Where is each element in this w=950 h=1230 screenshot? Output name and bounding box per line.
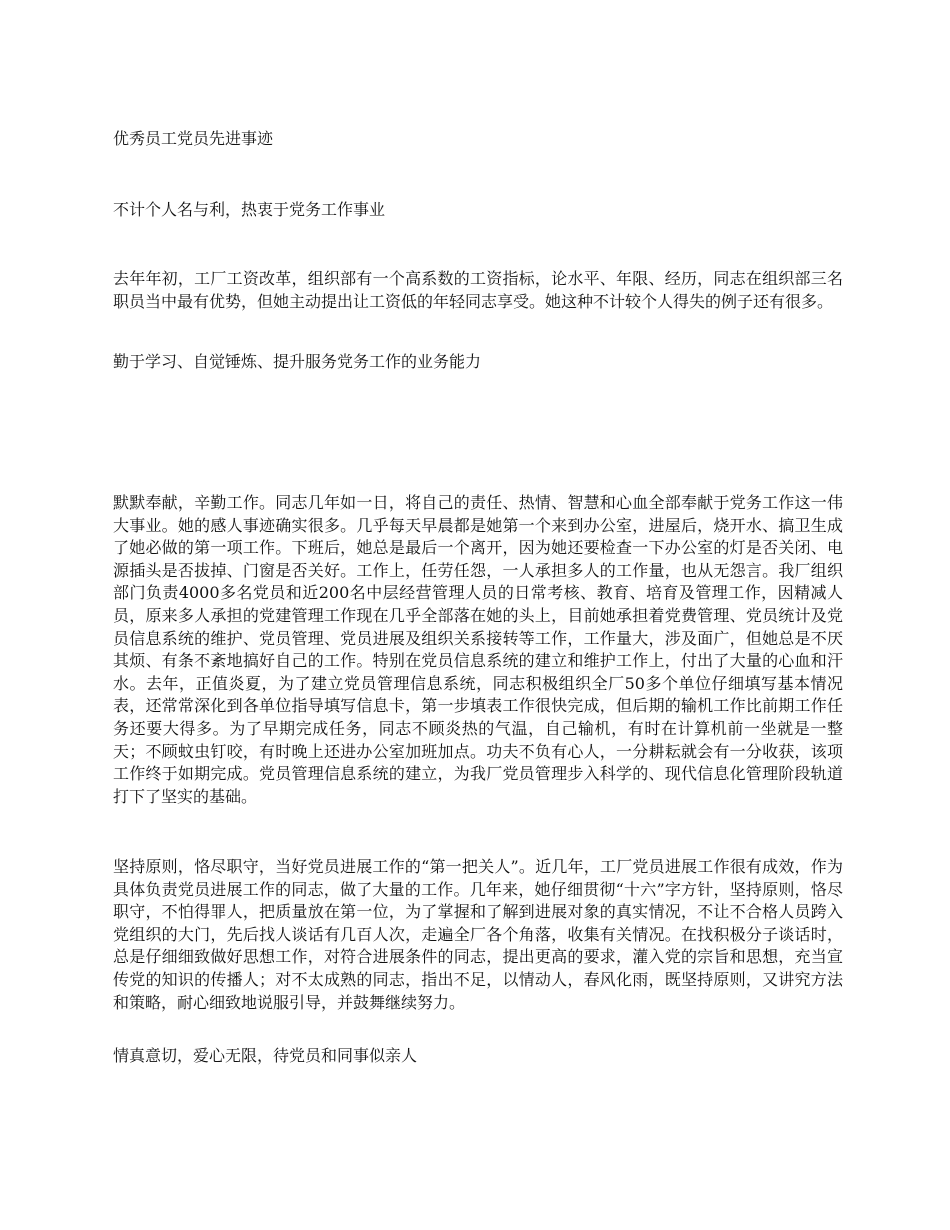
document-title: 优秀员工党员先进事迹 <box>113 129 274 148</box>
paragraph-3: 坚持原则，恪尽职守，当好党员进展工作的“第一把关人”。近几年，工厂党员进展工作很有成效，作为具体负责党员进展工作的同志，做了大量的工作。几年来，她仔细贯彻“十六”字方针，坚持原则，恪尽职守，不怕得罪人，把质量放在第一位，为了掌握和了解到进展对象的真实情况，不让不合格人员跨入党组织的大门，先后找人谈话有几百人次，走遍全厂各个角落，收集有关情况。在找积极分子谈话时，总是仔细细致做好思想工作，对符合进展条件的同志，提出更高的要求，灌入党的宗旨和思想，充当宣传党的知识的传播人；对不太成熟的同志，指出不足，以情动人，春风化雨，既坚持原则，又讲究方法和策略，耐心细致地说服引导，并鼓舞继续努力。 <box>113 857 843 1012</box>
section-heading-2: 勤于学习、自觉锤炼、提升服务党务工作的业务能力 <box>113 352 482 371</box>
paragraph-1: 去年年初，工厂工资改革，组织部有一个高系数的工资指标，论水平、年限、经历，同志在组织部三名职员当中最有优势，但她主动提出让工资低的年轻同志享受。她这种不计较个人得失的例子还有很多。 <box>113 269 843 311</box>
section-heading-3: 情真意切，爱心无限，待党员和同事似亲人 <box>113 1046 418 1065</box>
section-heading-1: 不计个人名与利，热衷于党务工作事业 <box>113 200 386 219</box>
paragraph-2: 默默奉献，辛勤工作。同志几年如一日，将自己的责任、热情、智慧和心血全部奉献于党务工作这一伟大事业。她的感人事迹确实很多。几乎每天早晨都是她第一个来到办公室，进屋后，烧开水、搞卫生成了她必做的第一项工作。下班后，她总是最后一个离开，因为她还要检查一下办公室的灯是否关闭、电源插头是否拔掉、门窗是否关好。工作上，任劳任怨，一人承担多人的工作量，也从无怨言。我厂组织部门负责4000多名党员和近200名中层经营管理人员的日常考核、教育、培育及管理工作，因精减人员，原来多人承担的党建管理工作现在几乎全部落在她的头上，目前她承担着党费管理、党员统计及党员信息系统的维护、党员管理、党员进展及组织关系接转等工作，工作量大，涉及面广，但她总是不厌其烦、有条不紊地搞好自己的工作。特别在党员信息系统的建立和维护工作上，付出了大量的心血和汗水。去年，正值炎夏，为了建立党员管理信息系统，同志积极组织全厂50多个单位仔细填写基本情况表，还常常深化到各单位指导填写信息卡，第一步填表工作很快完成，但后期的输机工作比前期工作任务还要大得多。为了早期完成任务，同志不顾炎热的气温，自己输机，有时在计算机前一坐就是一整天；不顾蚊虫钉咬，有时晚上还进办公室加班加点。功夫不负有心人，一分耕耘就会有一分收获，该项工作终于如期完成。党员管理信息系统的建立，为我厂党员管理步入科学的、现代信息化管理阶段轨道打下了坚实的基础。 <box>113 493 843 806</box>
